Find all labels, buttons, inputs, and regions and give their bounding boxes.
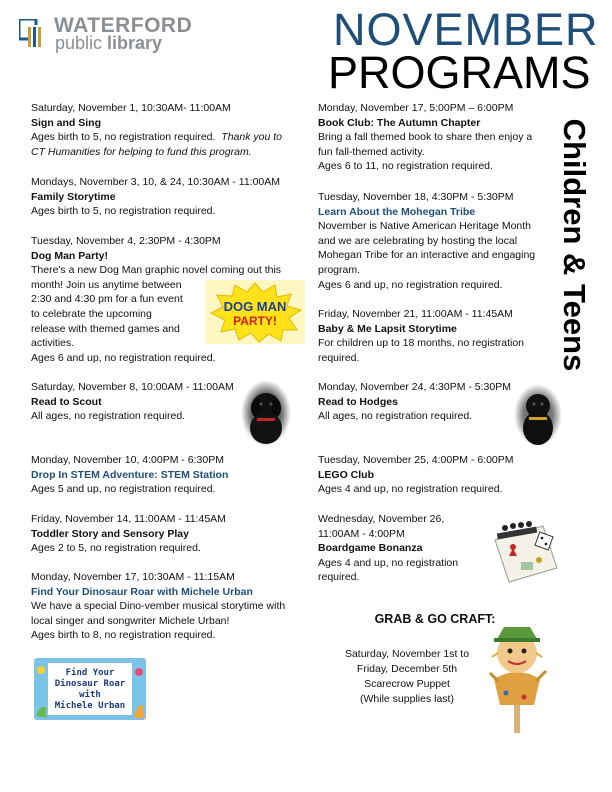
dog-man-text-1: DOG MAN: [223, 299, 287, 314]
board-game-image: [491, 516, 561, 584]
hodges-dog-photo: [514, 384, 562, 446]
svg-text:Find Your: Find Your: [65, 668, 115, 678]
dog-man-party-image: [205, 280, 305, 344]
event-dog-man-party: Tuesday, November 4, 2:30PM - 4:30PM Dog Man Party! There's a new Dog Man graphic novel coming out this month! Join us anytime between 2:30 and 4:30 pm for a fun event to celebrate the upcoming release with themed games and activities. Ages 6 and up, no registration required.: [31, 235, 282, 364]
event-book-club: Monday, November 17, 5:00PM – 6:00PM Book Club: The Autumn Chapter Bring a fall themed book to share then enjoy a fun fall-themed activity. Ages 6 to 11, no registration required.: [318, 102, 533, 173]
dinosaur-roar-banner-image: [34, 658, 146, 720]
event-family-storytime: Mondays, November 3, 10, & 24, 10:30AM - 11:00AM Family Storytime Ages birth to 5, no registration required.: [31, 176, 281, 218]
event-read-to-hodges: Monday, November 24, 4:30PM - 5:30PM Read to Hodges All ages, no registration required.: [318, 381, 511, 423]
audience-vertical-label: Children & Teens: [557, 118, 592, 372]
svg-text:Michele Urban: Michele Urban: [54, 701, 126, 711]
event-dinosaur-roar: Monday, November 17, 10:30AM - 11:15AM Find Your Dinosaur Roar with Michele Urban We have a special Dino-vember musical storytime with local singer and songwriter Michele Urban! Ages birth to 8, no registration required.: [31, 571, 286, 642]
scarecrow-puppet-image: [484, 613, 550, 733]
grab-and-go-details: Saturday, November 1st to Friday, December 5th Scarecrow Puppet (While supplies last): [344, 648, 470, 705]
logo-subtitle: public library: [55, 33, 163, 53]
event-lapsit-storytime: Friday, November 21, 11:00AM - 11:45AM Baby & Me Lapsit Storytime For children up to 18 months, no registration required.: [318, 308, 525, 364]
event-stem-station: Monday, November 10, 4:00PM - 6:30PM Drop In STEM Adventure: STEM Station Ages 5 and up, no registration required.: [31, 454, 229, 496]
event-read-to-scout: Saturday, November 8, 10:00AM - 11:00AM Read to Scout All ages, no registration required.: [31, 381, 234, 423]
dog-man-text-2: PARTY!: [233, 314, 277, 328]
event-mohegan-tribe: Tuesday, November 18, 4:30PM - 5:30PM Learn About the Mohegan Tribe November is Native American Heritage Month and we are celebrating by hosting the local Mohegan Tribe for an interactive and engaging program. Ages 6 and up, no registration required.: [318, 191, 536, 291]
event-sign-and-sing: Saturday, November 1, 10:30AM- 11:00AM Sign and Sing Ages birth to 5, no registration required. Thank you to CT Humanities for helping to fund this program.: [31, 102, 282, 158]
page-title-month: NOVEMBER: [333, 4, 599, 55]
svg-text:Dinosaur Roar: Dinosaur Roar: [54, 679, 126, 689]
event-boardgame-bonanza: Wednesday, November 26, 11:00AM - 4:00PM Boardgame Bonanza Ages 4 and up, no registration required.: [318, 513, 459, 584]
scout-dog-photo: [241, 380, 291, 446]
library-logo-icon: [19, 19, 45, 47]
svg-text:with: with: [79, 690, 101, 700]
logo-wordmark: WATERFORD: [54, 14, 193, 37]
event-lego-club: Tuesday, November 25, 4:00PM - 6:00PM LEGO Club Ages 4 and up, no registration required.: [318, 454, 514, 496]
event-toddler-story: Friday, November 14, 11:00AM - 11:45AM Toddler Story and Sensory Play Ages 2 to 5, no registration required.: [31, 513, 226, 555]
grab-and-go-heading: GRAB & GO CRAFT:: [374, 612, 496, 626]
page-title-programs: PROGRAMS: [328, 47, 591, 98]
